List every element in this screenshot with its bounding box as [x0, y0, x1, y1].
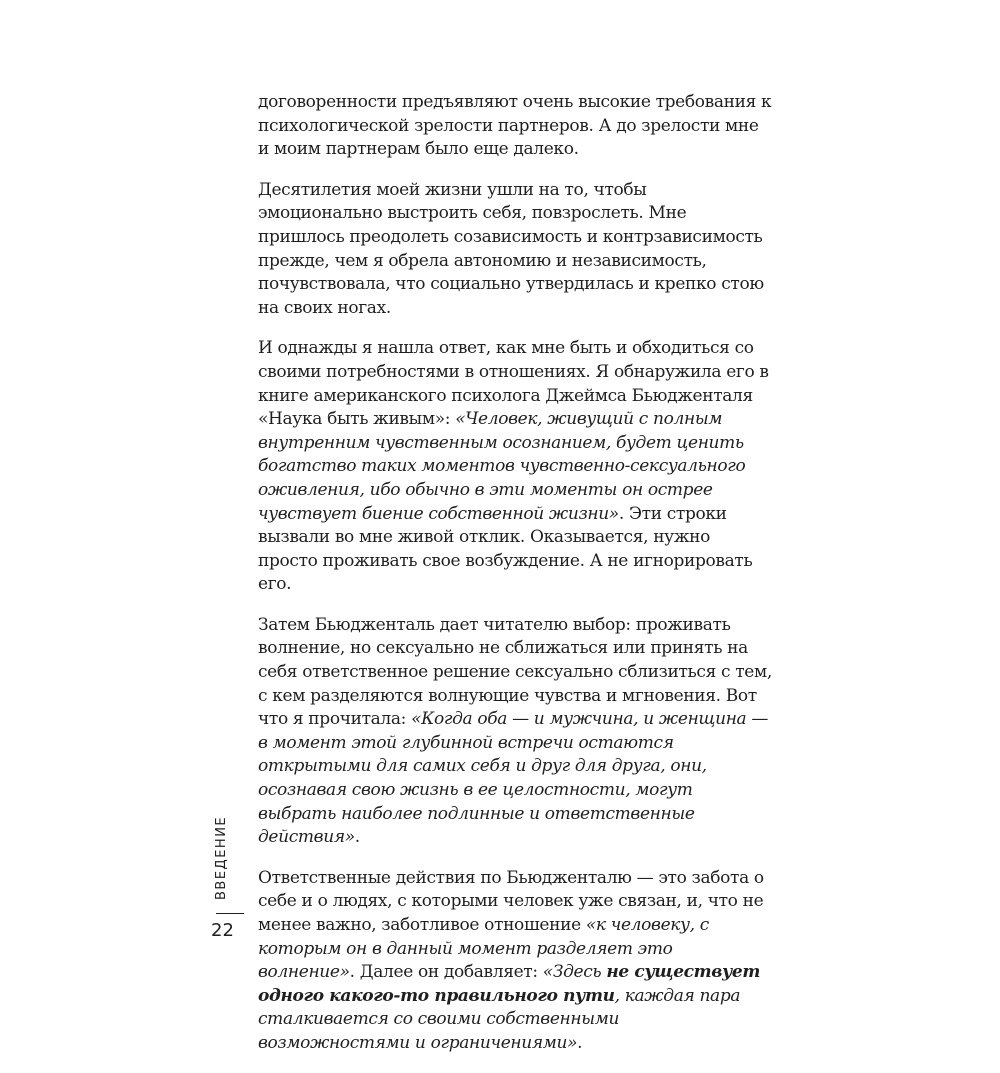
paragraph-1: [258, 91, 774, 162]
bugental-quote-3: «к человеку, с которым он в данный момент разделяет это волнение»: [258, 915, 709, 983]
paragraph-5-text-b: . Далее он добавляет:: [349, 962, 543, 983]
bugental-quote-1: «Человек, живущий с полным внутренним чувственным осознанием, будет ценить богатство таких моментов чувственно-сексуального оживления, ибо обычно в эти моменты он острее чувствует биение собственной жизни»: [258, 409, 746, 524]
quote-4-start: «Здесь: [542, 962, 607, 983]
paragraph-2-text: Десятилетия моей жизни ушли на то, чтобы эмоционально выстроить себя, повзрослеть. Мне пришлось преодолеть созависимость и контрзависимость прежде, чем я обрела автономию и независимость, почувствовала, что социально утвердилась и крепко стою на своих ногах.: [258, 179, 764, 318]
paragraph-1-text: договоренности предъявляют очень высокие требования к психологической зрелости партнеров. А до зрелости мне и моим партнерам было еще далеко.: [258, 92, 772, 160]
paragraph-5: [258, 867, 774, 1056]
paragraph-3-text-a: И однажды я нашла ответ, как мне быть и обходиться со своими потребностями в отношениях. Я обнаружила его в книге американского психолога Джеймса Бьюдженталя «Наука быть живым»:: [258, 338, 769, 430]
paragraph-2: [258, 179, 774, 321]
paragraph-5-text-c: .: [577, 1032, 583, 1053]
paragraph-5-text-a: Ответственные действия по Бьюдженталю — это забота о себе и о людях, с которыми человек уже связан, и, что не менее важно, заботливое отношение: [258, 867, 764, 935]
section-label: ВВЕДЕНИЕ: [214, 815, 229, 900]
bugental-quote-2: «Когда оба — и мужчина, и женщина — в момент этой глубинной встречи остаются открытыми для самих себя и друг для друга, они, осознавая свою жизнь в ее целостности, могут выбрать наиболее подлинные и ответственные действия»: [258, 709, 769, 848]
paragraph-3-text-b: . Эти строки вызвали во мне живой отклик. Оказывается, нужно просто проживать свое возбуждение. А не игнорировать его.: [258, 503, 753, 595]
paragraph-4: [258, 614, 774, 850]
page-number: 22: [211, 920, 234, 941]
paragraph-3: [258, 337, 774, 597]
main-text-column: [258, 91, 774, 1073]
quote-4-end: , каждая пара сталкивается со своими собственными возможностями и ограничениями»: [258, 985, 741, 1053]
paragraph-4-text-b: .: [354, 827, 360, 848]
section-divider: [216, 913, 244, 914]
quote-4-bold: не существует одного какого-то правильного пути: [258, 962, 761, 1006]
paragraph-4-text-a: Затем Бьюдженталь дает читателю выбор: проживать волнение, но сексуально не сближаться или принять на себя ответственное решение сексуально сблизиться с тем, с кем разделяются волнующие чувства и мгновения. Вот что я прочитала:: [258, 614, 772, 730]
